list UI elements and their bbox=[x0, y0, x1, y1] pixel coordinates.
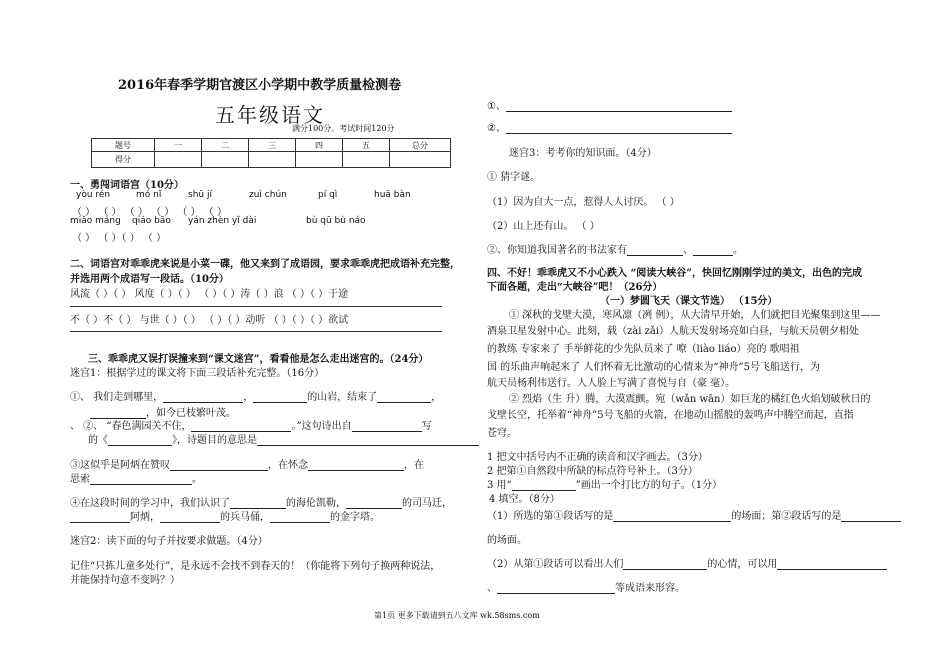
task-1: 1 把文中括号内不正确的读音和汉字画去。（3分） bbox=[487, 452, 708, 463]
passage-line: 戈壁长空，托举着“神舟”5号飞船的火箭，在地动山摇般的轰鸣声中腾空而起，直指 bbox=[487, 410, 854, 421]
text: 的兵马俑， bbox=[220, 512, 270, 523]
maze2-answer-2 bbox=[487, 119, 732, 134]
fill-blank[interactable] bbox=[377, 392, 431, 403]
score-table-score-row bbox=[92, 152, 451, 168]
fill-blank[interactable] bbox=[623, 559, 707, 570]
task-2: 2 把第①自然段中所缺的标点符号补上。（3分） bbox=[487, 466, 698, 477]
passage-line: 航天员杨利伟送行。人人脸上写满了喜悦与自（豪 毫）。 bbox=[487, 378, 736, 389]
text: ，在怀念 bbox=[268, 460, 308, 471]
score-cell[interactable] bbox=[296, 152, 343, 168]
section2-heading-2: 并选用两个成语写一段话。（10分） bbox=[70, 274, 229, 285]
fill-question-1 bbox=[487, 507, 901, 522]
idiom-row-1[interactable]: 风流（ ）（ ） 风度（ ）（ ） （ ）（ ）涛（ ）浪 （ ）（ ）于途 bbox=[70, 289, 349, 300]
pinyin: bù qū bù náo bbox=[306, 216, 366, 226]
text: ②、 bbox=[487, 123, 506, 134]
passage-line: ① 深秋的戈壁大漠，寒风凛（冽 例），从大清早开始，人们就把目光聚集到这里—— bbox=[509, 310, 881, 321]
text: 3 用“ bbox=[487, 480, 512, 491]
text: 。 bbox=[192, 474, 202, 485]
section1-heading: 一、勇闯词语宫（10分） bbox=[70, 180, 184, 191]
text: 的海伦凯勒， bbox=[286, 498, 346, 509]
riddle-1[interactable]: （1）因为自大一点，惹得人人讨厌。 （ ） bbox=[487, 197, 680, 208]
maze1-q3-cont bbox=[70, 470, 202, 485]
exam-meta: 满分100分。考试时间120分 bbox=[292, 124, 395, 133]
text: 等成语来形容。 bbox=[615, 583, 685, 594]
score-header-cell: 五 bbox=[343, 139, 390, 152]
score-row-label: 得分 bbox=[92, 152, 155, 168]
answer-line[interactable] bbox=[506, 101, 732, 112]
pinyin-answer-brackets-1[interactable]: （ ） （ ） （ ） （ ） （ ） （ ） bbox=[72, 207, 227, 218]
score-cell[interactable] bbox=[155, 152, 202, 168]
fill-blank[interactable] bbox=[841, 511, 901, 522]
text: 、 ②、 “春色满园关不住， bbox=[70, 421, 192, 432]
text: 思索 bbox=[70, 474, 90, 485]
text: ， bbox=[431, 392, 442, 403]
pinyin: mó nǐ bbox=[136, 190, 162, 200]
text: 》，诗题目的意思是 bbox=[172, 435, 257, 446]
maze1-q2 bbox=[70, 417, 432, 432]
score-table-header-row bbox=[92, 139, 451, 152]
score-cell[interactable] bbox=[390, 152, 451, 168]
text: ④在这段时间的学习中，我们认识了 bbox=[70, 498, 230, 509]
text: 、 bbox=[683, 245, 693, 256]
calligraphy-question bbox=[487, 241, 743, 256]
maze2-intro: 迷宫2：读下面的句子并按要求做题。（4分） bbox=[70, 536, 268, 547]
text: 的心情，可以用 bbox=[707, 559, 778, 570]
text: 的场面；第②段话写的是 bbox=[731, 511, 842, 522]
score-cell[interactable] bbox=[249, 152, 296, 168]
text: 的山岩，结束了 bbox=[307, 392, 378, 403]
text: 的司马迁， bbox=[402, 498, 452, 509]
text: 、 bbox=[487, 583, 497, 594]
score-header-cell: 题号 bbox=[92, 139, 155, 152]
text: ②、你知道我国著名的书法家有 bbox=[487, 245, 627, 256]
maze1-q3 bbox=[70, 456, 424, 471]
fill-question-1-end: 的场面。 bbox=[487, 535, 527, 546]
text: ， bbox=[243, 392, 254, 403]
exam-title: 2016年春季学期官渡区小学期中教学质量检测卷 bbox=[118, 78, 402, 93]
fill-blank[interactable] bbox=[70, 512, 130, 523]
fill-question-2-cont bbox=[487, 579, 685, 594]
answer-line[interactable] bbox=[70, 331, 442, 332]
score-cell[interactable] bbox=[343, 152, 390, 168]
pinyin: yán zhèn yǐ dài bbox=[188, 216, 257, 226]
text: ，如今已枝繁叶茂。 bbox=[146, 408, 236, 419]
fill-blank[interactable] bbox=[163, 392, 243, 403]
subject-title: 五年级语文 bbox=[215, 103, 325, 127]
score-header-cell: 总分 bbox=[390, 139, 451, 152]
pinyin: shū jí bbox=[188, 190, 212, 200]
answer-line[interactable] bbox=[70, 306, 442, 307]
text: 阿炳， bbox=[130, 512, 160, 523]
score-table bbox=[91, 138, 451, 168]
text: ①、 我们走到哪里， bbox=[70, 392, 164, 403]
maze1-q2-cont bbox=[88, 431, 479, 446]
pinyin: qiáo bāo bbox=[132, 216, 171, 226]
fill-blank[interactable] bbox=[90, 474, 192, 485]
text: 写 bbox=[421, 421, 432, 432]
fill-question-2 bbox=[487, 555, 887, 570]
passage-title: （一）梦圆飞天（课文节选） （15分） bbox=[600, 296, 778, 307]
fill-blank[interactable] bbox=[108, 435, 172, 446]
section2-heading-1: 二、词语宫对乖乖虎来说是小菜一碟，他又来到了成语园，要求乖乖虎把成语补充完整， bbox=[70, 259, 460, 270]
maze1-q4-cont bbox=[70, 508, 380, 523]
text: 。 bbox=[733, 245, 743, 256]
pinyin: yòu rén bbox=[76, 190, 111, 200]
fill-blank[interactable] bbox=[160, 512, 220, 523]
fill-blank[interactable] bbox=[253, 392, 307, 403]
maze1-q1 bbox=[70, 388, 441, 403]
maze2-answer-1 bbox=[487, 97, 732, 112]
section3-heading: 三、乖乖虎又误打误撞来到“课文迷宫”，看看他是怎么走出迷宫的。（24分） bbox=[88, 354, 429, 365]
page-footer: 第1页 更多下载请到五八文库 wk.58sms.com bbox=[374, 611, 540, 620]
score-cell[interactable] bbox=[202, 152, 249, 168]
text: （1）所选的第①段话写的是 bbox=[487, 511, 614, 522]
fill-blank[interactable] bbox=[308, 460, 404, 471]
passage-line: ② 烈焰（生 升）腾，大漠震颤。宛（wǎn wān）如巨龙的橘红色火焰划破秋日的 bbox=[509, 394, 871, 405]
score-header-cell: 二 bbox=[202, 139, 249, 152]
fill-blank[interactable] bbox=[270, 512, 330, 523]
maze3-heading: 迷宫3：考考你的知识面。（4分） bbox=[509, 148, 657, 159]
task-3 bbox=[487, 476, 722, 491]
section4-heading-1: 四、不好！乖乖虎又不小心跌入 “阅读大峡谷”，快回忆刚刚学过的美文，出色的完成 bbox=[487, 268, 862, 279]
passage-line: 酒泉卫星发射中心。此刻，载（zài zǎi）人航天发射场亮如白昼，与航天员朝夕相处 bbox=[487, 326, 860, 337]
maze1-intro: 迷宫1：根据学过的课文将下面三段话补充完整。（16分） bbox=[70, 368, 325, 379]
pinyin: pí qì bbox=[318, 190, 338, 200]
text: ①、 bbox=[487, 101, 506, 112]
passage-line: 国 的乐曲声响起来了 人们怀着无比激动的心情来为“神舟”5号飞船送行，为 bbox=[487, 362, 820, 373]
fill-blank[interactable] bbox=[777, 559, 887, 570]
score-header-cell: 一 bbox=[155, 139, 202, 152]
text: （2）从第①段话可以看出人们 bbox=[487, 559, 624, 570]
passage-line: 的教练 专家来了 手举鲜花的少先队员来了 嘹（liào liáo）亮的 歌唱祖 bbox=[487, 344, 800, 355]
fill-blank[interactable] bbox=[497, 583, 615, 594]
fill-blank[interactable] bbox=[693, 245, 733, 256]
pinyin-answer-brackets-2[interactable]: （ ） （ ）（ ） （ ） bbox=[72, 233, 167, 244]
text: ③这似乎是阿炳在赞叹 bbox=[70, 460, 170, 471]
text: 的金字塔。 bbox=[330, 512, 380, 523]
maze2-question-2: 并能保持句意不变吗？） bbox=[70, 575, 180, 586]
fill-blank[interactable] bbox=[613, 511, 731, 522]
pinyin: miǎo máng bbox=[70, 216, 121, 226]
text: 的《 bbox=[88, 435, 108, 446]
fill-blank[interactable] bbox=[627, 245, 683, 256]
answer-line[interactable] bbox=[506, 123, 732, 134]
score-header-cell: 四 bbox=[296, 139, 343, 152]
idiom-row-2[interactable]: 不（ ）不（ ） 与世（ ）（ ） （ ）（ ）动听 （ ）（ ）（ ）欲试 bbox=[70, 315, 349, 326]
task-4: 4 填空。（8分） bbox=[489, 494, 560, 505]
text: 。”这句诗出自 bbox=[291, 421, 352, 432]
riddle-2[interactable]: （2）山上还有山。 （ ） bbox=[487, 221, 600, 232]
score-header-cell: 三 bbox=[249, 139, 296, 152]
text: ”画出一个打比方的句子。（1分） bbox=[575, 480, 723, 491]
pinyin: huā bàn bbox=[374, 190, 411, 200]
pinyin: zuì chún bbox=[249, 190, 287, 200]
passage-line: 苍穹。 bbox=[487, 428, 517, 439]
fill-blank[interactable] bbox=[257, 435, 479, 446]
text: ，在 bbox=[404, 460, 424, 471]
riddle-heading: ① 猜字谜。 bbox=[487, 172, 541, 183]
section4-heading-2: 下面各题，走出“大峡谷”吧！（26分） bbox=[487, 282, 663, 293]
maze1-q4 bbox=[70, 494, 452, 509]
maze2-question-1: 记住“只拣儿童多处行”，是永远不会找不到春天的！（你能将下列句子换两种说法， bbox=[70, 561, 441, 572]
